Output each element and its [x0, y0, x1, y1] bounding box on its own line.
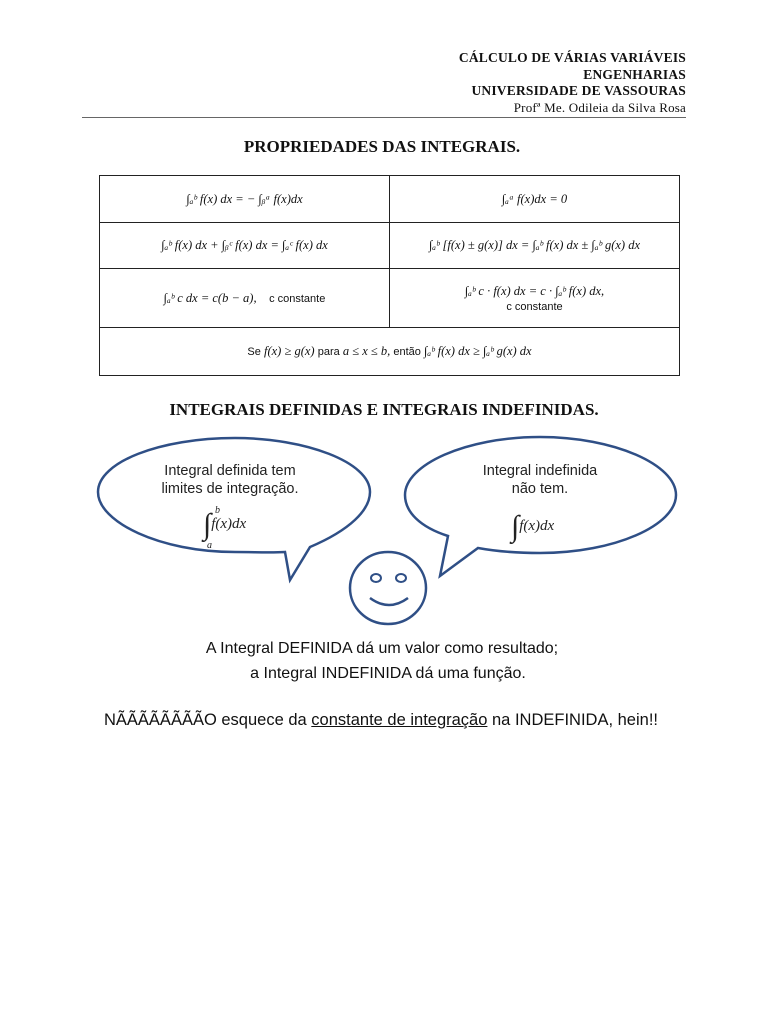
message-line2: a Integral INDEFINIDA dá uma função.	[250, 665, 526, 682]
bubble-right-text	[440, 462, 640, 498]
comparison-entao: então	[393, 346, 421, 358]
comparison-integrals: ∫ₐᵇ f(x) dx ≥ ∫ₐᵇ g(x) dx	[424, 344, 532, 358]
bubble-left-text	[130, 462, 330, 498]
integral-sign-icon: ∫	[511, 510, 520, 543]
bubble-left-line1: Integral definida tem	[164, 463, 296, 479]
property-sum-difference: ∫ₐᵇ [f(x) ± g(x)] dx = ∫ₐᵇ f(x) dx ± ∫ₐᵇ g(x) dx	[390, 223, 680, 269]
bubble-left-line2: limites de integração.	[161, 481, 299, 497]
property-constant-formula: ∫ₐᵇ c dx = c(b − a),	[163, 290, 257, 305]
section-title-definite-indefinite: INTEGRAIS DEFINIDAS E INTEGRAIS INDEFINIDAS.	[169, 400, 599, 419]
section-title-properties: PROPRIEDADES DAS INTEGRAIS.	[243, 137, 521, 156]
property-constant-multiple-formula: ∫ₐᵇ c · f(x) dx = c · ∫ₐᵇ f(x) dx,	[464, 283, 605, 298]
smiley-face-icon	[350, 552, 426, 624]
warning-pre: NÃÃÃÃÃÃÃÃO esquece da	[104, 711, 312, 729]
property-additivity: ∫ₐᵇ f(x) dx + ∫ᵦᶜ f(x) dx = ∫ₐᶜ f(x) dx	[100, 223, 390, 269]
speech-bubble-right	[405, 437, 676, 576]
header-professor: Profª Me. Odileia da Silva Rosa	[513, 99, 686, 115]
comparison-para: para	[317, 346, 340, 358]
bubble-right-line1: Integral indefinida	[482, 463, 598, 479]
definite-integrand: f(x)dx	[211, 516, 247, 532]
comparison-inequality: f(x) ≥ g(x)	[263, 344, 315, 358]
indefinite-integrand: f(x)dx	[519, 518, 555, 534]
bubble-right-line2: não tem.	[511, 481, 569, 497]
lower-limit: a	[207, 540, 212, 551]
warning-underlined: constante de integração	[311, 711, 488, 729]
warning-post: na INDEFINIDA, hein!!	[487, 711, 658, 729]
comparison-range: a ≤ x ≤ b,	[342, 344, 391, 358]
upper-limit: b	[215, 505, 220, 516]
indefinite-integral-formula	[511, 510, 554, 544]
integral-sign-icon: ∫	[203, 508, 212, 541]
property-constant-multiple-note: c constante	[506, 300, 563, 313]
header-program: ENGENHARIAS	[583, 66, 686, 82]
header-course: CÁLCULO DE VÁRIAS VARIÁVEIS	[458, 50, 686, 65]
header-university: UNIVERSIDADE DE VASSOURAS	[471, 83, 686, 98]
property-reversal: ∫ₐᵇ f(x) dx = − ∫ᵦᵃ f(x)dx	[100, 176, 390, 223]
definite-integral-formula	[203, 505, 247, 551]
property-constant-note: c constante	[269, 292, 326, 305]
comparison-se: Se	[247, 346, 261, 358]
property-zero-interval: ∫ₐᵃ f(x)dx = 0	[390, 176, 680, 223]
message-warning	[0, 711, 765, 730]
message-line1: A Integral DEFINIDA dá um valor como resultado;	[205, 640, 559, 657]
